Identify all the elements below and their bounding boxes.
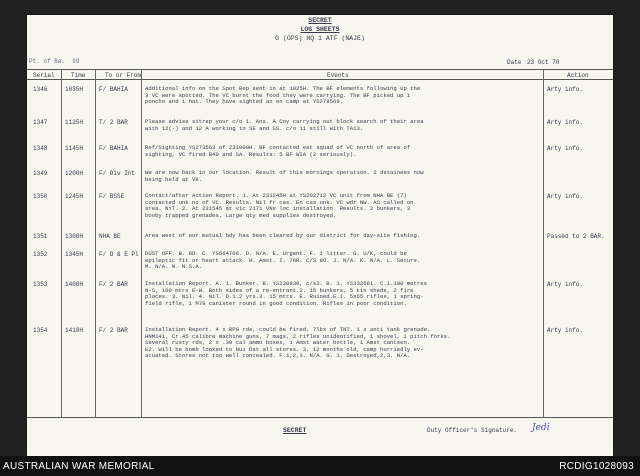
col-header-serial: Serial xyxy=(33,72,55,79)
row-action: Arty info. xyxy=(547,281,584,288)
classification-top: SECRET xyxy=(308,17,332,24)
row-from: F/ BSSE xyxy=(99,193,125,200)
row-time: 1410H xyxy=(65,327,84,334)
row-event-line: with 12(-) and 12 A working to SE and SS. c/o 11 still with TA13. xyxy=(145,124,364,132)
row-serial: 1349 xyxy=(33,170,48,177)
row-event-line: HNM141, Cr.45 calibre machine guns, 7 mags, 2 rifles unidentified, 1 shovel, 1 pitch forks. xyxy=(145,332,451,340)
col-header-from: To or From xyxy=(105,72,142,79)
row-from: F/ D & E Pl xyxy=(99,251,139,258)
row-serial: 1353 xyxy=(33,281,48,288)
row-event-line: DUST OFF. B. 8D. C. YS664706. D. N/A. E. Urgent. F. 1 litter. G. U/K, could be xyxy=(145,250,407,257)
row-action: Arty info. xyxy=(547,327,584,334)
row-serial: 1351 xyxy=(33,233,48,240)
archive-name: AUSTRALIAN WAR MEMORIAL xyxy=(3,461,155,472)
row-event-line: Area west of our mutual bdy has been cleared by our district for day-site fishing. xyxy=(145,232,421,239)
row-from: T/ 2 BAR xyxy=(99,119,128,126)
row-event-line: Installation Report. A. 1. Bunker. B. YS230930, c/s3. B. 1. YS332661. C.1.100 metres xyxy=(145,280,427,287)
duty-officer-label: Duty Officer's Signature. xyxy=(427,427,518,434)
date-value: 23 Oct 70 xyxy=(527,59,560,66)
pencil-ref: Pt. of Ba. 99 xyxy=(29,58,80,65)
classification-bottom: SECRET xyxy=(283,427,307,434)
row-event-line: Contact/after Action Report. 1. At 231245H at YS202712 VC unit from NHA BE (7) xyxy=(145,192,407,199)
col-divider xyxy=(95,69,96,417)
row-event-line: E2. Will be bomb looked to Nui Dat all stores. 3. 12 months old, camp hurriedly ev- xyxy=(145,345,424,353)
row-event-line: area. NYT. 2. At 231545 at vic 2171 VNs loc installation. Results. 2 bunkers, 3 xyxy=(145,205,411,213)
row-serial: 1348 xyxy=(33,145,48,152)
row-from: F/ Div Int xyxy=(99,170,136,177)
col-header-time: Time xyxy=(71,72,86,79)
table-header-rule xyxy=(27,79,613,80)
row-time: 1345H xyxy=(65,251,84,258)
table-bottom-rule xyxy=(27,417,613,418)
row-serial: 1346 xyxy=(33,86,48,93)
row-event-line: N-S, 100 mtrs E-W. Both sides of a re-entrant.2. 15 bunkers, 5 tin sheds, 2 fire xyxy=(145,286,414,294)
row-action: Arty info. xyxy=(547,119,584,126)
row-time: 1300H xyxy=(65,233,84,240)
officer-signature: Jedi xyxy=(532,423,550,433)
row-event-line: Ref/Sighting YS273563 of 231000H. BF contacted est squad of VC north of area of xyxy=(145,144,411,151)
row-time: 1145H xyxy=(65,145,84,152)
row-serial: 1352 xyxy=(33,251,48,258)
row-action: Passed to 2 BAR. xyxy=(547,233,605,240)
archive-id: RCDIG1028093 xyxy=(559,461,634,472)
row-event-line: Installation Report. 4 x RPG rds, could be fired. 7lbs of TNT. 1 x anti tank grenade. xyxy=(145,326,431,333)
row-time: 1200H xyxy=(65,170,84,177)
col-header-action: Action xyxy=(567,72,589,79)
row-action: Arty info. xyxy=(547,145,584,152)
row-serial: 1350 xyxy=(33,193,48,200)
row-event-line: Additional info on the Spot Rep sent in at 1025H. The BF elements following up the xyxy=(145,85,421,92)
col-divider xyxy=(61,69,62,417)
row-serial: 1347 xyxy=(33,119,48,126)
row-event-line: being held at VK. xyxy=(145,175,203,183)
row-serial: 1354 xyxy=(33,327,48,334)
row-event-line: places. 3. Nil. 4. Nil. D.1.2 yrs.3. 15 mtrs. E. Ruined.E.1. 5x65 rifles, 1 spring- xyxy=(145,293,424,301)
row-from: F/ BAHIA xyxy=(99,86,128,93)
row-event-line: contacted unk no of VC. Results. Nil fr cas. En cas unk. VC wdr NW. AS called on xyxy=(145,198,414,206)
row-event-line: acuated. Stores not too well concealed. F.1,2,3. N/A. G. 1. Destroyed,2,3. N/A. xyxy=(145,352,411,360)
row-event-line: Several rusty rds, 2 x .30 cal ammo boxes, 1 Amst water bottle, 1 Amst canteen. xyxy=(145,339,411,347)
date-label: Date xyxy=(507,59,522,66)
row-time: 1400H xyxy=(65,281,84,288)
row-from: NHA BE xyxy=(99,233,121,240)
row-event-line: Please advise sitrep your c/o 1. Ans. A Coy carrying out block search of their area xyxy=(145,118,424,125)
col-divider xyxy=(141,69,142,417)
log-sheet-page xyxy=(27,15,613,456)
row-event-line: poncho and 1 hat. They have sighted an en camp at YS278569. xyxy=(145,98,344,106)
row-event-line: sighting, VC fired B40 and SA. Results: 5 BF WIA (2 seriously). xyxy=(145,150,357,158)
row-from: F/ 2 BAR xyxy=(99,327,128,334)
row-event-line: epileptic fit or heart attack. H. Amst. I. 76R. C/S 8O. J. N/A. K. N/A. L. Secure. xyxy=(145,256,421,264)
row-event-line: booby trapped grenades. Large qty med supplies destroyed. xyxy=(145,211,337,219)
row-time: 1245H xyxy=(65,193,84,200)
row-time: 1035H xyxy=(65,86,84,93)
row-event-line: We are now back in our location. Result of this mornings operation. 2 detainees now xyxy=(145,169,424,176)
row-action: Arty info. xyxy=(547,193,584,200)
row-event-line: 3 VC were spotted. The VC burnt the food they were carrying. The BF picked up 1 xyxy=(145,91,411,99)
row-action: Arty info. xyxy=(547,86,584,93)
row-event-line: field rifle, 1 M79 canister round in good condition. Rifles in poor condition. xyxy=(145,299,407,307)
page-title: LOG SHEETS xyxy=(300,26,340,33)
unit-heading: G (OPS) HQ 1 ATF (NAJE) xyxy=(275,35,365,42)
row-event-line: M. N/A. N. N.S.A. xyxy=(145,263,203,271)
row-from: F/ BAHIA xyxy=(99,145,128,152)
row-from: F/ 2 BAR xyxy=(99,281,128,288)
row-time: 1125H xyxy=(65,119,84,126)
table-top-rule xyxy=(27,69,613,70)
col-header-events: Events xyxy=(327,72,349,79)
